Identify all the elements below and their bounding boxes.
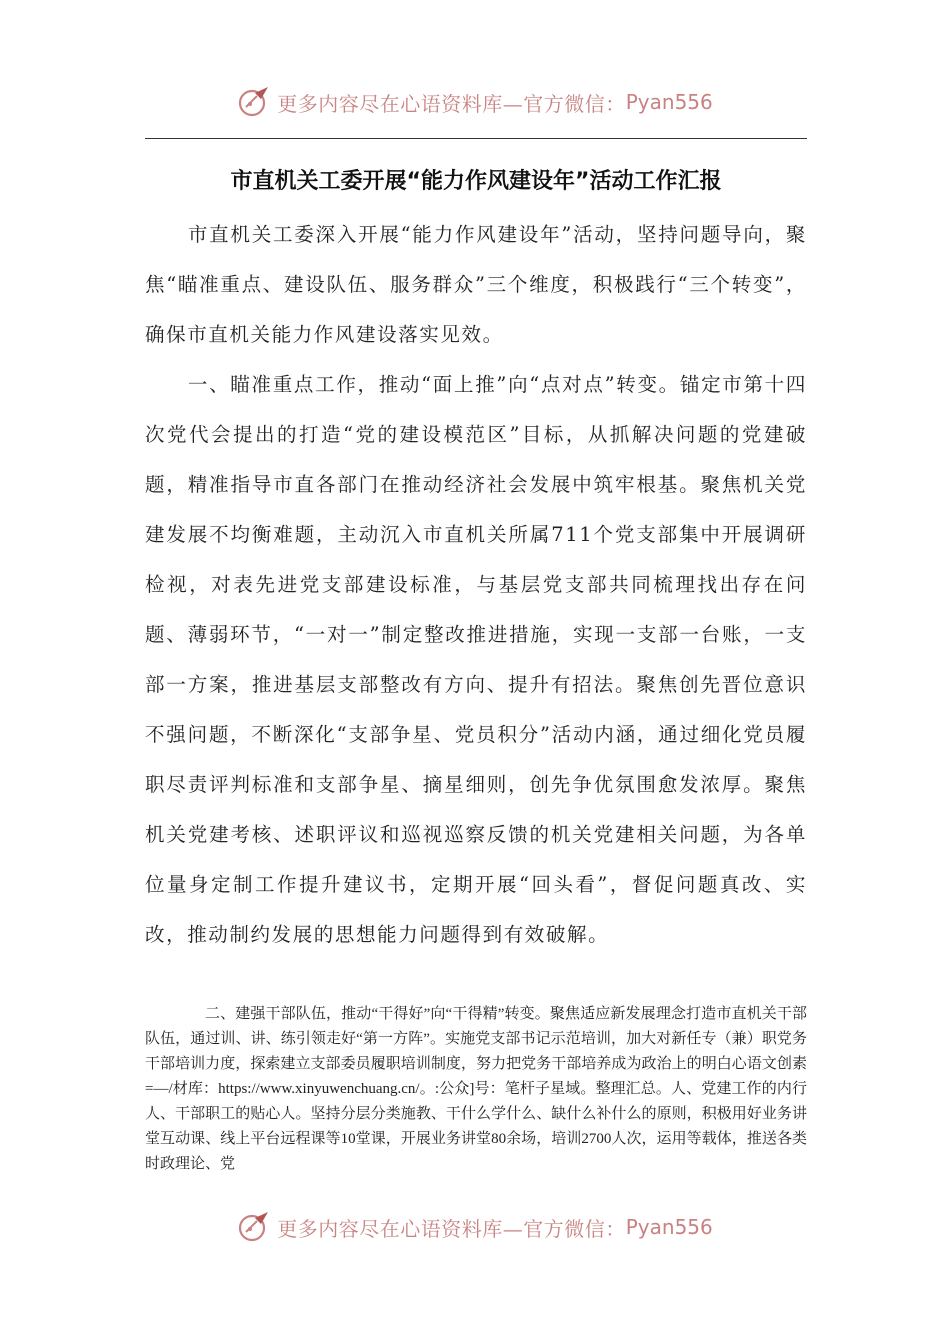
watermark-wechat-id: Pyan556	[625, 1215, 713, 1239]
watermark-text: 更多内容尽在心语资料库—官方微信：	[277, 1216, 626, 1241]
watermark-footer	[0, 1207, 950, 1247]
paragraph-intro: 市直机关工委深入开展“能力作风建设年”活动，坚持问题导向，聚焦“瞄准重点、建设队伍、服务群众”三个维度，积极践行“三个转变”，确保市直机关能力作风建设落实见效。	[145, 223, 807, 346]
pen-logo-icon	[237, 85, 271, 119]
watermark-text: 更多内容尽在心语资料库—官方微信：	[277, 91, 626, 116]
document-title: 市直机关工委开展“能力作风建设年”活动工作汇报	[230, 169, 722, 194]
paragraph-section-one: 一、瞄准重点工作，推动“面上推”向“点对点”转变。锚定市第十四次党代会提出的打造“党的建设模范区”目标，从抓解决问题的党建破题，精准指导市直各部门在推动经济社会发展中筑牢根基。聚焦机关党建发展不均衡难题，主动沉入市直机关所属711个党支部集中开展调研检视，对表先进党支部建设标准，与基层党支部共同梳理找出存在问题、薄弱环节，“一对一”制定整改推进措施，实现一支部一台账，一支部一方案，推进基层支部整改有方向、提升有招法。聚焦创先晋位意识不强问题，不断深化“支部争星、党员积分”活动内涵，通过细化党员履职尽责评判标准和支部争星、摘星细则，创先争优氛围愈发浓厚。聚焦机关党建考核、述职评议和巡视巡察反馈的机关党建相关问题，为各单位量身定制工作提升建议书，定期开展“回头看”，督促问题真改、实改，推动制约发展的思想能力问题得到有效破解。	[145, 373, 807, 946]
header-divider	[145, 138, 807, 139]
pen-logo-icon	[237, 1210, 271, 1244]
watermark-header	[0, 82, 950, 122]
watermark-wechat-id: Pyan556	[625, 90, 713, 114]
document-body	[145, 210, 807, 960]
paragraph-section-two: 二、建强干部队伍，推动“干得好”向“干得精”转变。聚焦适应新发展理念打造市直机关干部队伍，通过训、讲、练引领走好“第一方阵”。实施党支部书记示范培训，加大对新任专（兼）职党务干部培训力度，探索建立支部委员履职培训制度，努力把党务干部培养成为政治上的明白心语文创素=—/材库：https://www.xinyuwenchuang.cn/。:公众]号：笔杆子星域。整理汇总。人、党建工作的内行人、干部职工的贴心人。坚持分层分类施教、干什么学什么、缺什么补什么的原则，积极用好业务讲堂互动课、线上平台远程课等10堂课，开展业务讲堂80余场，培训2700人次，运用等载体，推送各类时政理论、党	[145, 1006, 807, 1172]
